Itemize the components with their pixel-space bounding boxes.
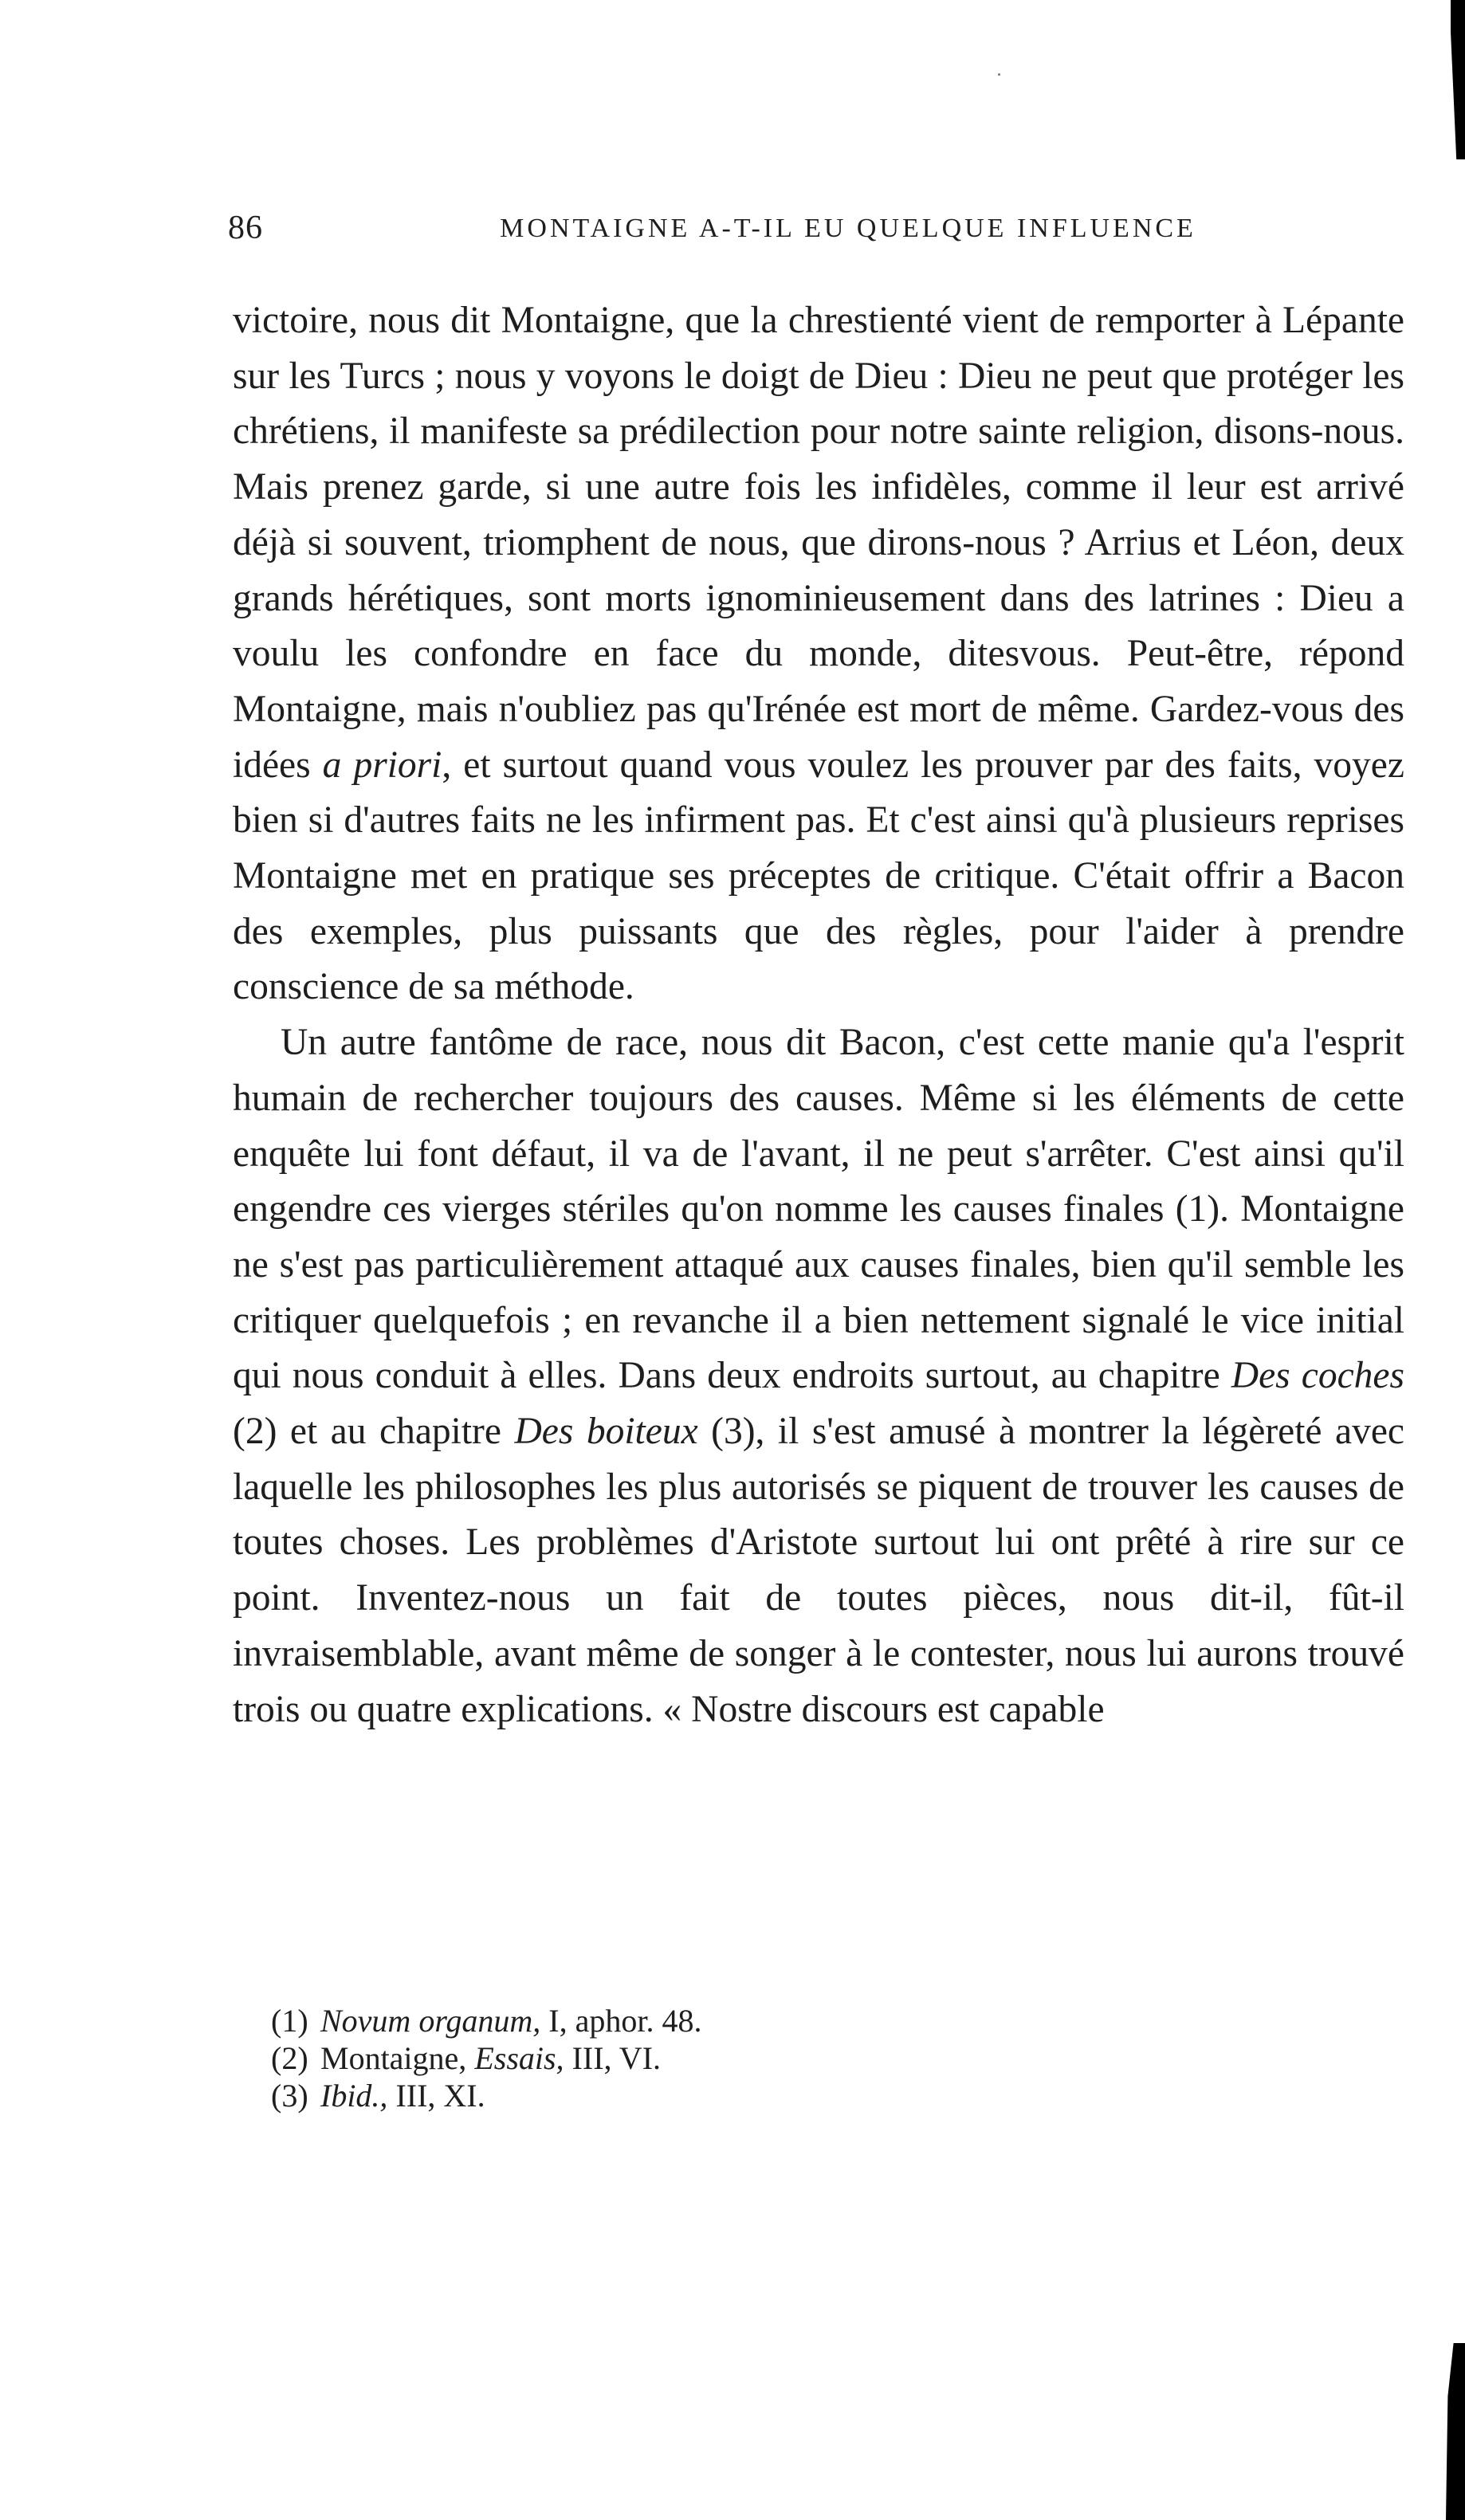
footnote-reference: I, aphor. 48. xyxy=(540,2003,702,2039)
footnotes xyxy=(271,2002,1307,2114)
paragraph-2: Un autre fantôme de race, nous dit Bacon, c'est cette manie qu'a l'esprit humain de rechercher toujours des causes. Même si les éléments de cette enquête lui font défaut, il va de l'avant, il ne peut s'arrêter. C'est ainsi qu'il engendre ces vierges stériles qu'on nomme les causes finales (1). Montaigne ne s'est pas particulièrement attaqué aux causes finales, bien qu'il semble les critiquer quelquefois ; en revanche il a bien nettement signalé le vice initial qui nous conduit à elles. Dans deux endroits surtout, au chapitre Des coches (2) et au chapitre Des boiteux (3), il s'est amusé à montrer la légèreté avec laquelle les philosophes les plus autorisés se piquent de trouver les causes de toutes choses. Les problèmes d'Aristote surtout lui ont prêté à rire sur ce point. Inventez-nous un fait de toutes pièces, nous dit-il, fût-il invraisemblable, avant même de songer à le contester, nous lui aurons trouvé trois ou quatre explications. « Nostre discours est capable xyxy=(233,1022,1405,1730)
italic-phrase: a priori xyxy=(322,744,442,786)
footnote-title: Novum organum, xyxy=(320,2003,541,2039)
page-number: 86 xyxy=(228,210,263,246)
body-text xyxy=(233,293,1404,1737)
footnote-title: Essais, xyxy=(474,2040,564,2076)
scan-edge-top-mark xyxy=(1451,0,1465,159)
speck-mark xyxy=(998,73,1000,76)
footnote-3 xyxy=(271,2077,1307,2114)
footnote-author: Montaigne, xyxy=(320,2040,475,2076)
footnote-reference: III, VI. xyxy=(564,2040,662,2076)
footnote-number: (1) xyxy=(271,2003,308,2039)
italic-phrase: Des boiteux xyxy=(514,1411,698,1453)
footnote-title: Ibid., xyxy=(320,2078,388,2114)
footnote-1 xyxy=(271,2002,1307,2039)
paragraph-1: victoire, nous dit Montaigne, que la chrestienté vient de remporter à Lépante sur les Turcs ; nous y voyons le doigt de Dieu : Dieu ne peut que protéger les chrétiens, il manifeste sa prédilection pour notre sainte religion, disons-nous. Mais prenez garde, si une autre fois les infidèles, comme il leur est arrivé déjà si souvent, triomphent de nous, que dirons-nous ? Arrius et Léon, deux grands hérétiques, sont morts ignominieusement dans des latrines : Dieu a voulu les confondre en face du monde, ditesvous. Peut-être, répond Montaigne, mais n'oubliez pas qu'Irénée est mort de même. Gardez-vous des idées a priori, et surtout quand vous voulez les prouver par des faits, voyez bien si d'autres faits ne les infirment pas. Et c'est ainsi qu'à plusieurs reprises Montaigne met en pratique ses préceptes de critique. C'était offrir a Bacon des exemples, plus puissants que des règles, pour l'aider à prendre conscience de sa méthode. xyxy=(233,300,1404,1008)
running-title: MONTAIGNE A-T-IL EU QUELQUE INFLUENCE xyxy=(500,214,1196,243)
footnote-2 xyxy=(271,2039,1307,2077)
footnote-number: (2) xyxy=(271,2040,308,2076)
page-header xyxy=(228,209,1404,257)
footnote-reference: III, XI. xyxy=(387,2078,485,2114)
footnote-number: (3) xyxy=(271,2078,308,2114)
italic-phrase: Des coches xyxy=(1231,1355,1405,1397)
scan-edge-bottom-mark xyxy=(1446,2343,1465,2520)
